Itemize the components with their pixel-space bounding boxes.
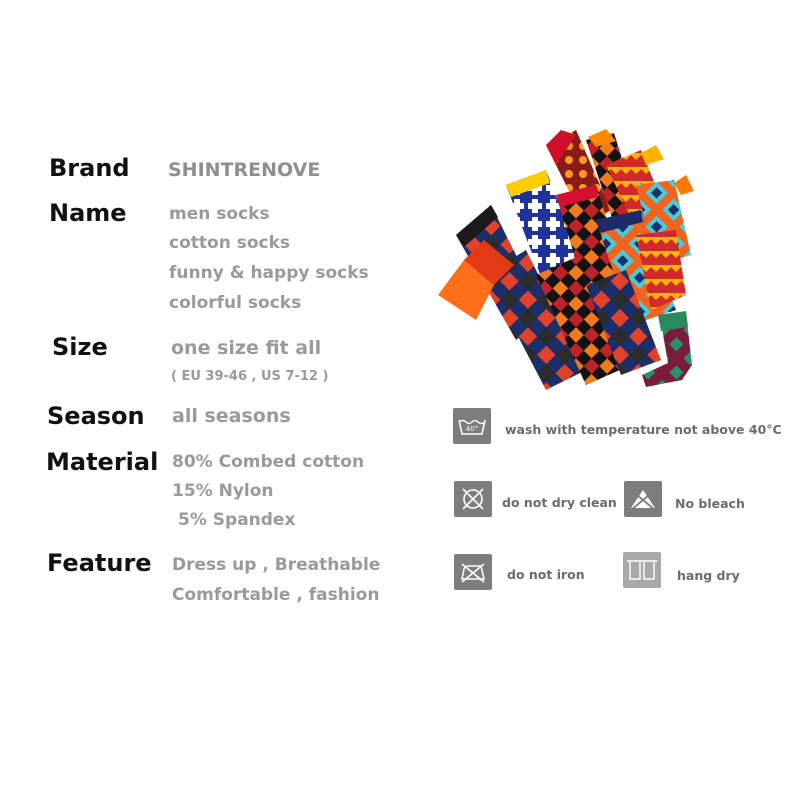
iron-instruction: do not iron <box>507 567 585 582</box>
size-label: Size <box>52 333 108 361</box>
no-dry-clean-icon <box>454 481 492 517</box>
name-value-3: funny & happy socks <box>169 263 369 283</box>
material-value-2: 15% Nylon <box>172 481 274 501</box>
material-value-1: 80% Combed cotton <box>172 452 365 472</box>
bleach-instruction: No bleach <box>675 496 745 511</box>
feature-label: Feature <box>47 549 152 577</box>
material-label: Material <box>46 448 159 476</box>
no-bleach-icon <box>624 481 662 517</box>
feature-value-2: Comfortable , fashion <box>172 585 380 605</box>
feature-value-1: Dress up , Breathable <box>172 555 381 575</box>
wash-instruction: wash with temperature not above 40°C <box>505 422 782 437</box>
size-value: one size fit all <box>171 337 322 359</box>
size-note: ( EU 39-46 , US 7-12 ) <box>171 369 329 384</box>
brand-value: SHINTRENOVE <box>168 159 321 181</box>
no-iron-icon <box>454 554 492 590</box>
material-value-3: 5% Spandex <box>178 510 296 530</box>
name-value-2: cotton socks <box>169 233 291 253</box>
socks-product-image <box>436 125 706 395</box>
season-value: all seasons <box>172 405 291 427</box>
wash-40-icon-text: 40° <box>465 425 479 433</box>
dry-clean-instruction: do not dry clean <box>502 495 617 510</box>
name-value-1: men socks <box>169 204 270 224</box>
name-value-4: colorful socks <box>169 293 302 313</box>
hang-dry-instruction: hang dry <box>677 568 740 583</box>
hang-dry-icon <box>623 552 661 588</box>
wash-40-icon <box>453 408 491 444</box>
brand-label: Brand <box>49 154 130 182</box>
season-label: Season <box>47 402 145 430</box>
name-label: Name <box>49 199 127 227</box>
